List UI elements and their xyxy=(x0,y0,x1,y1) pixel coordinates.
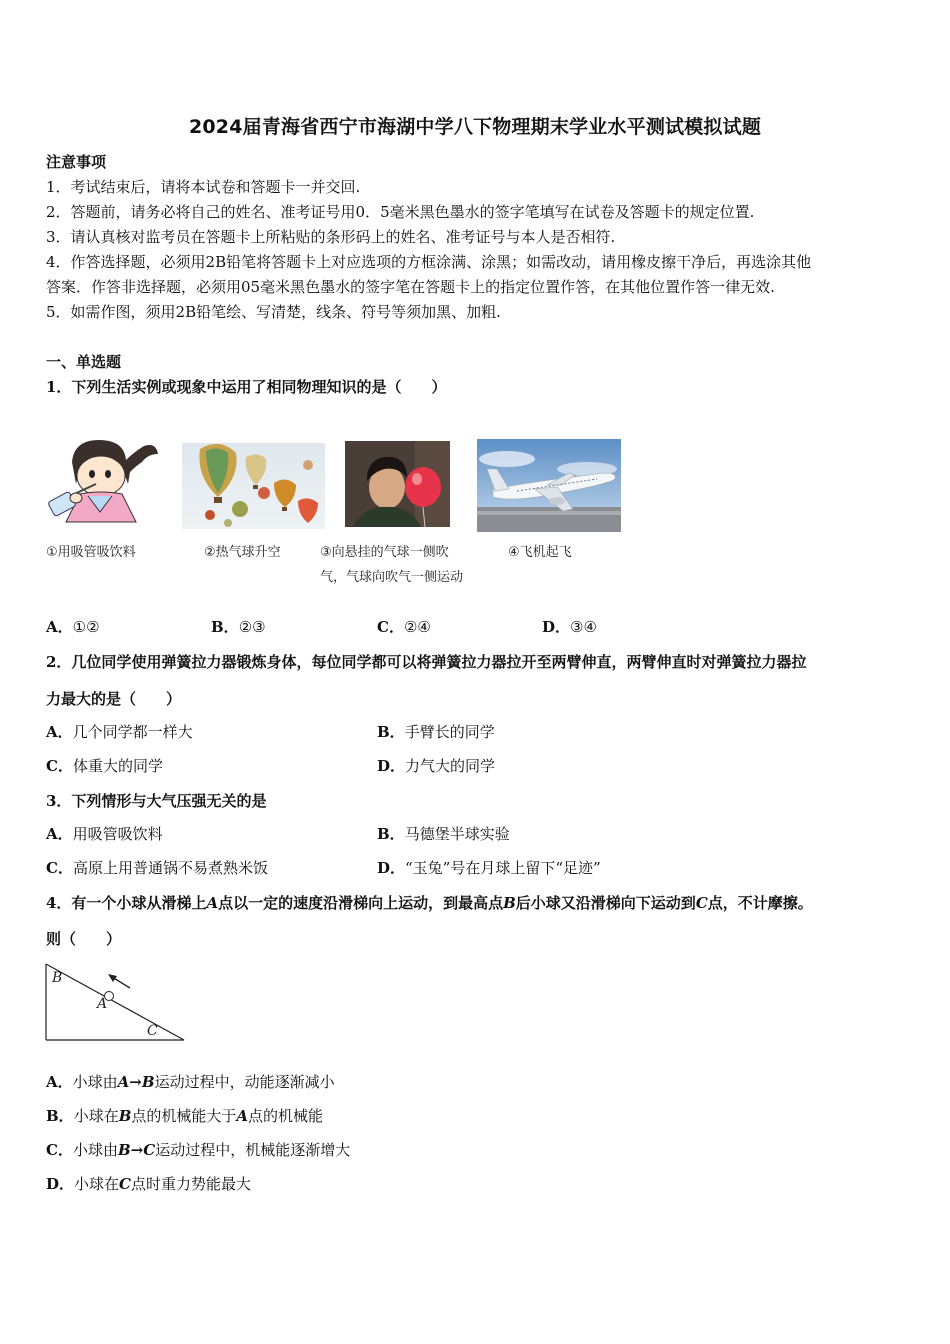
option-var: B xyxy=(117,1141,131,1159)
option-text: 小球由 xyxy=(72,1141,118,1159)
balloon-blow-drawing xyxy=(345,441,450,527)
q3-option-b[interactable] xyxy=(377,824,510,844)
option-text: ③④ xyxy=(570,618,597,636)
balloons-drawing xyxy=(182,443,325,529)
q1-figure-balloon-blow xyxy=(345,441,450,527)
option-letter: B． xyxy=(377,723,405,741)
option-letter: A． xyxy=(46,723,73,741)
option-var: A xyxy=(117,1073,130,1091)
q3-stem: 3．下列情形与大气压强无关的是 xyxy=(46,792,267,810)
option-text: 运动过程中，动能逐渐减小 xyxy=(154,1073,335,1091)
q1-figure-straw xyxy=(44,432,162,524)
notice-item-5: 5．如需作图，须用2B铅笔绘、写清楚，线条、符号等须加黑、加粗. xyxy=(46,303,501,321)
option-text: “玉兔”号在月球上留下“足迹” xyxy=(405,859,601,877)
option-text: 高原上用普通锅不易煮熟米饭 xyxy=(72,859,268,877)
q4-stem-part: 点，不计摩擦。 xyxy=(707,894,813,912)
q2-option-d[interactable] xyxy=(377,756,495,776)
option-text: ①② xyxy=(72,618,100,636)
option-text: 手臂长的同学 xyxy=(404,723,495,741)
option-text: 点的机械能 xyxy=(248,1107,324,1125)
q1-stem: 1．下列生活实例或现象中运用了相同物理知识的是（ ） xyxy=(46,378,447,396)
arrow-icon: → xyxy=(130,1141,144,1159)
option-var: B xyxy=(118,1107,132,1125)
option-var: C xyxy=(119,1175,131,1193)
option-text: 小球在 xyxy=(73,1107,119,1125)
q1-caption-1: ①用吸管吸饮料 xyxy=(46,545,136,560)
q1-option-d[interactable] xyxy=(542,617,597,637)
option-text: 用吸管吸饮料 xyxy=(72,825,163,843)
option-text: 小球由 xyxy=(72,1073,118,1091)
option-text: 点时重力势能最大 xyxy=(130,1175,251,1193)
option-letter: A． xyxy=(46,825,73,843)
option-letter: C． xyxy=(46,859,73,877)
q1-caption-2: ②热气球升空 xyxy=(204,545,281,560)
arrow-icon: → xyxy=(129,1073,142,1091)
slide-label-a: A xyxy=(97,996,108,1012)
slide-drawing xyxy=(40,958,190,1046)
q4-option-a[interactable] xyxy=(46,1072,335,1092)
option-text: 体重大的同学 xyxy=(72,757,163,775)
q4-figure-slide xyxy=(40,958,190,1046)
option-text: 点的机械能大于 xyxy=(131,1107,237,1125)
q2-stem-line1: 2．几位同学使用弹簧拉力器锻炼身体，每位同学都可以将弹簧拉力器拉开至两臂伸直，两臂伸直时对弹簧拉力器拉 xyxy=(46,653,807,671)
option-var: A xyxy=(236,1107,249,1125)
q4-stem-line2: 则（ ） xyxy=(46,930,122,948)
option-letter: C． xyxy=(46,1141,73,1159)
airplane-drawing xyxy=(477,439,621,532)
option-letter: B． xyxy=(211,618,239,636)
q4-stem-line1 xyxy=(46,893,813,913)
option-letter: D． xyxy=(377,757,406,775)
q4-option-d[interactable] xyxy=(46,1174,251,1194)
q4-stem-part: 后小球又沿滑梯向下运动到 xyxy=(515,894,696,912)
notice-item-1: 1．考试结束后，请将本试卷和答题卡一并交回. xyxy=(46,178,361,196)
q4-var-c: C xyxy=(695,894,708,912)
q4-stem-part: 点以一定的速度沿滑梯向上运动，到最高点 xyxy=(218,894,504,912)
option-text: 力气大的同学 xyxy=(405,757,496,775)
slide-label-b: B xyxy=(52,970,63,986)
q2-option-c[interactable] xyxy=(46,756,163,776)
q3-option-c[interactable] xyxy=(46,858,268,878)
option-letter: C． xyxy=(46,757,73,775)
option-letter: A． xyxy=(46,618,73,636)
option-text: 马德堡半球实验 xyxy=(404,825,510,843)
q1-caption-4: ④飞机起飞 xyxy=(508,545,572,560)
notice-heading: 注意事项 xyxy=(46,153,107,171)
option-var: B xyxy=(141,1073,155,1091)
notice-item-4: 4．作答选择题，必须用2B铅笔将答题卡上对应选项的方框涂满、涂黑；如需改动，请用橡皮擦干净后，再选涂其他 xyxy=(46,253,812,271)
q1-option-c[interactable] xyxy=(377,617,431,637)
option-text: ②③ xyxy=(238,618,266,636)
girl-straw-drawing xyxy=(44,432,162,524)
q4-option-b[interactable] xyxy=(46,1106,323,1126)
option-letter: A． xyxy=(46,1073,73,1091)
q1-option-a[interactable] xyxy=(46,617,100,637)
section-heading: 一、单选题 xyxy=(46,353,122,371)
option-text: 几个同学都一样大 xyxy=(72,723,193,741)
option-letter: D． xyxy=(377,859,406,877)
q4-var-a: A xyxy=(206,894,219,912)
option-letter: B． xyxy=(46,1107,74,1125)
q1-caption-3a: ③向悬挂的气球一侧吹 xyxy=(320,545,449,560)
q2-option-b[interactable] xyxy=(377,722,495,742)
q4-stem-part: 4．有一个小球从滑梯上 xyxy=(46,894,207,912)
q1-figure-balloons xyxy=(182,443,325,529)
option-text: 运动过程中，机械能逐渐增大 xyxy=(155,1141,351,1159)
q2-stem-line2: 力最大的是（ ） xyxy=(46,690,182,708)
slide-label-c: C xyxy=(147,1023,158,1039)
option-var: C xyxy=(143,1141,156,1159)
option-text: ②④ xyxy=(403,618,431,636)
q4-option-c[interactable] xyxy=(46,1140,350,1160)
q2-option-a[interactable] xyxy=(46,722,193,742)
option-letter: D． xyxy=(46,1175,75,1193)
q1-figure-airplane xyxy=(477,439,621,532)
option-letter: B． xyxy=(377,825,405,843)
option-letter: D． xyxy=(542,618,571,636)
q3-option-d[interactable] xyxy=(377,858,601,878)
notice-item-4-cont: 答案．作答非选择题，必须用05毫米黑色墨水的签字笔在答题卡上的指定位置作答，在其他位置作答一律无效. xyxy=(46,278,775,296)
page-title: 2024届青海省西宁市海湖中学八下物理期末学业水平测试模拟试题 xyxy=(188,116,762,138)
q1-option-b[interactable] xyxy=(211,617,266,637)
notice-item-3: 3．请认真核对监考员在答题卡上所粘贴的条形码上的姓名、准考证号与本人是否相符. xyxy=(46,228,616,246)
notice-item-2: 2．答题前，请务必将自己的姓名、准考证号用0．5毫米黑色墨水的签字笔填写在试卷及答题卡的规定位置. xyxy=(46,203,755,221)
q1-caption-3b: 气，气球向吹气一侧运动 xyxy=(320,570,464,585)
option-text: 小球在 xyxy=(74,1175,120,1193)
q4-var-b: B xyxy=(503,894,516,912)
option-letter: C． xyxy=(377,618,404,636)
q3-option-a[interactable] xyxy=(46,824,163,844)
